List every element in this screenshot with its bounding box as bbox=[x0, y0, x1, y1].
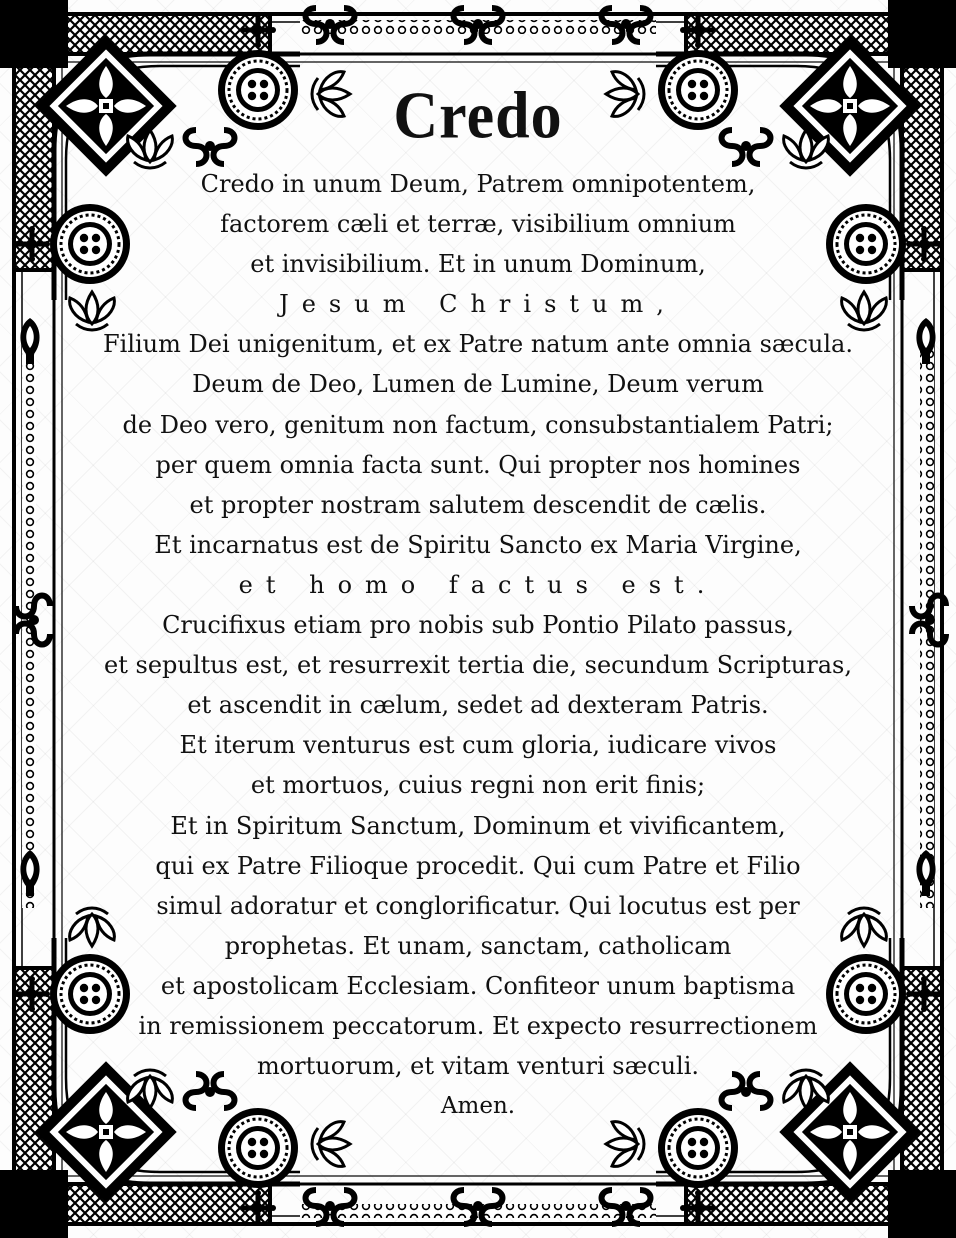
prayer-line: et apostolicam Ecclesiam. Confiteor unum baptisma bbox=[160, 971, 796, 1000]
credo-page bbox=[70, 70, 886, 1168]
prayer-line: et mortuos, cuius regni non erit finis; bbox=[250, 771, 706, 800]
prayer-line: Et incarnatus est de Spiritu Sancto ex Maria Virgine, bbox=[154, 530, 802, 559]
prayer-line: Deum de Deo, Lumen de Lumine, Deum verum bbox=[192, 370, 764, 399]
scroll-icon bbox=[306, 1190, 355, 1224]
prayer-line: per quem omnia facta sunt. Qui propter nos homines bbox=[155, 450, 801, 479]
prayer-text bbox=[70, 164, 886, 1126]
prayer-line: Jesum Christum, bbox=[279, 290, 677, 319]
prayer-line: et homo factus est. bbox=[238, 570, 718, 599]
prayer-line: prophetas. Et unam, sanctam, catholicam bbox=[224, 931, 732, 960]
prayer-line: et invisibilium. Et in unum Dominum, bbox=[250, 250, 706, 279]
prayer-line: de Deo vero, genitum non factum, consubstantialem Patri; bbox=[122, 410, 834, 439]
prayer-line: Credo in unum Deum, Patrem omnipotentem, bbox=[200, 170, 756, 198]
prayer-line: simul adoratur et conglorificatur. Qui locutus est per bbox=[156, 891, 800, 920]
scroll-icon bbox=[16, 596, 50, 645]
prayer-line: Et iterum venturus est cum gloria, iudicare vivos bbox=[179, 731, 777, 760]
prayer-line: in remissionem peccatorum. Et expecto resurrectionem bbox=[138, 1011, 818, 1040]
prayer-line: mortuorum, et vitam venturi sæculi. bbox=[256, 1052, 700, 1081]
prayer-line: et ascendit in cælum, sedet ad dexteram Patris. bbox=[187, 691, 769, 720]
scroll-icon bbox=[602, 1190, 651, 1224]
prayer-line: et propter nostram salutem descendit de cælis. bbox=[189, 490, 767, 519]
prayer-line: Et in Spiritum Sanctum, Dominum et vivificantem, bbox=[170, 811, 786, 840]
prayer-line: Amen. bbox=[440, 1093, 516, 1120]
prayer-line: factorem cæli et terræ, visibilium omnium bbox=[220, 210, 736, 239]
scroll-icon bbox=[454, 1190, 503, 1224]
prayer-line: qui ex Patre Filioque procedit. Qui cum Patre et Filio bbox=[155, 851, 801, 880]
page-title: Credo bbox=[393, 79, 563, 153]
prayer-line: Crucifixus etiam pro nobis sub Pontio Pilato passus, bbox=[162, 611, 794, 640]
prayer-line: Filium Dei unigenitum, et ex Patre natum ante omnia sæcula. bbox=[102, 330, 853, 359]
prayer-line: et sepultus est, et resurrexit tertia die, secundum Scripturas, bbox=[104, 651, 852, 680]
